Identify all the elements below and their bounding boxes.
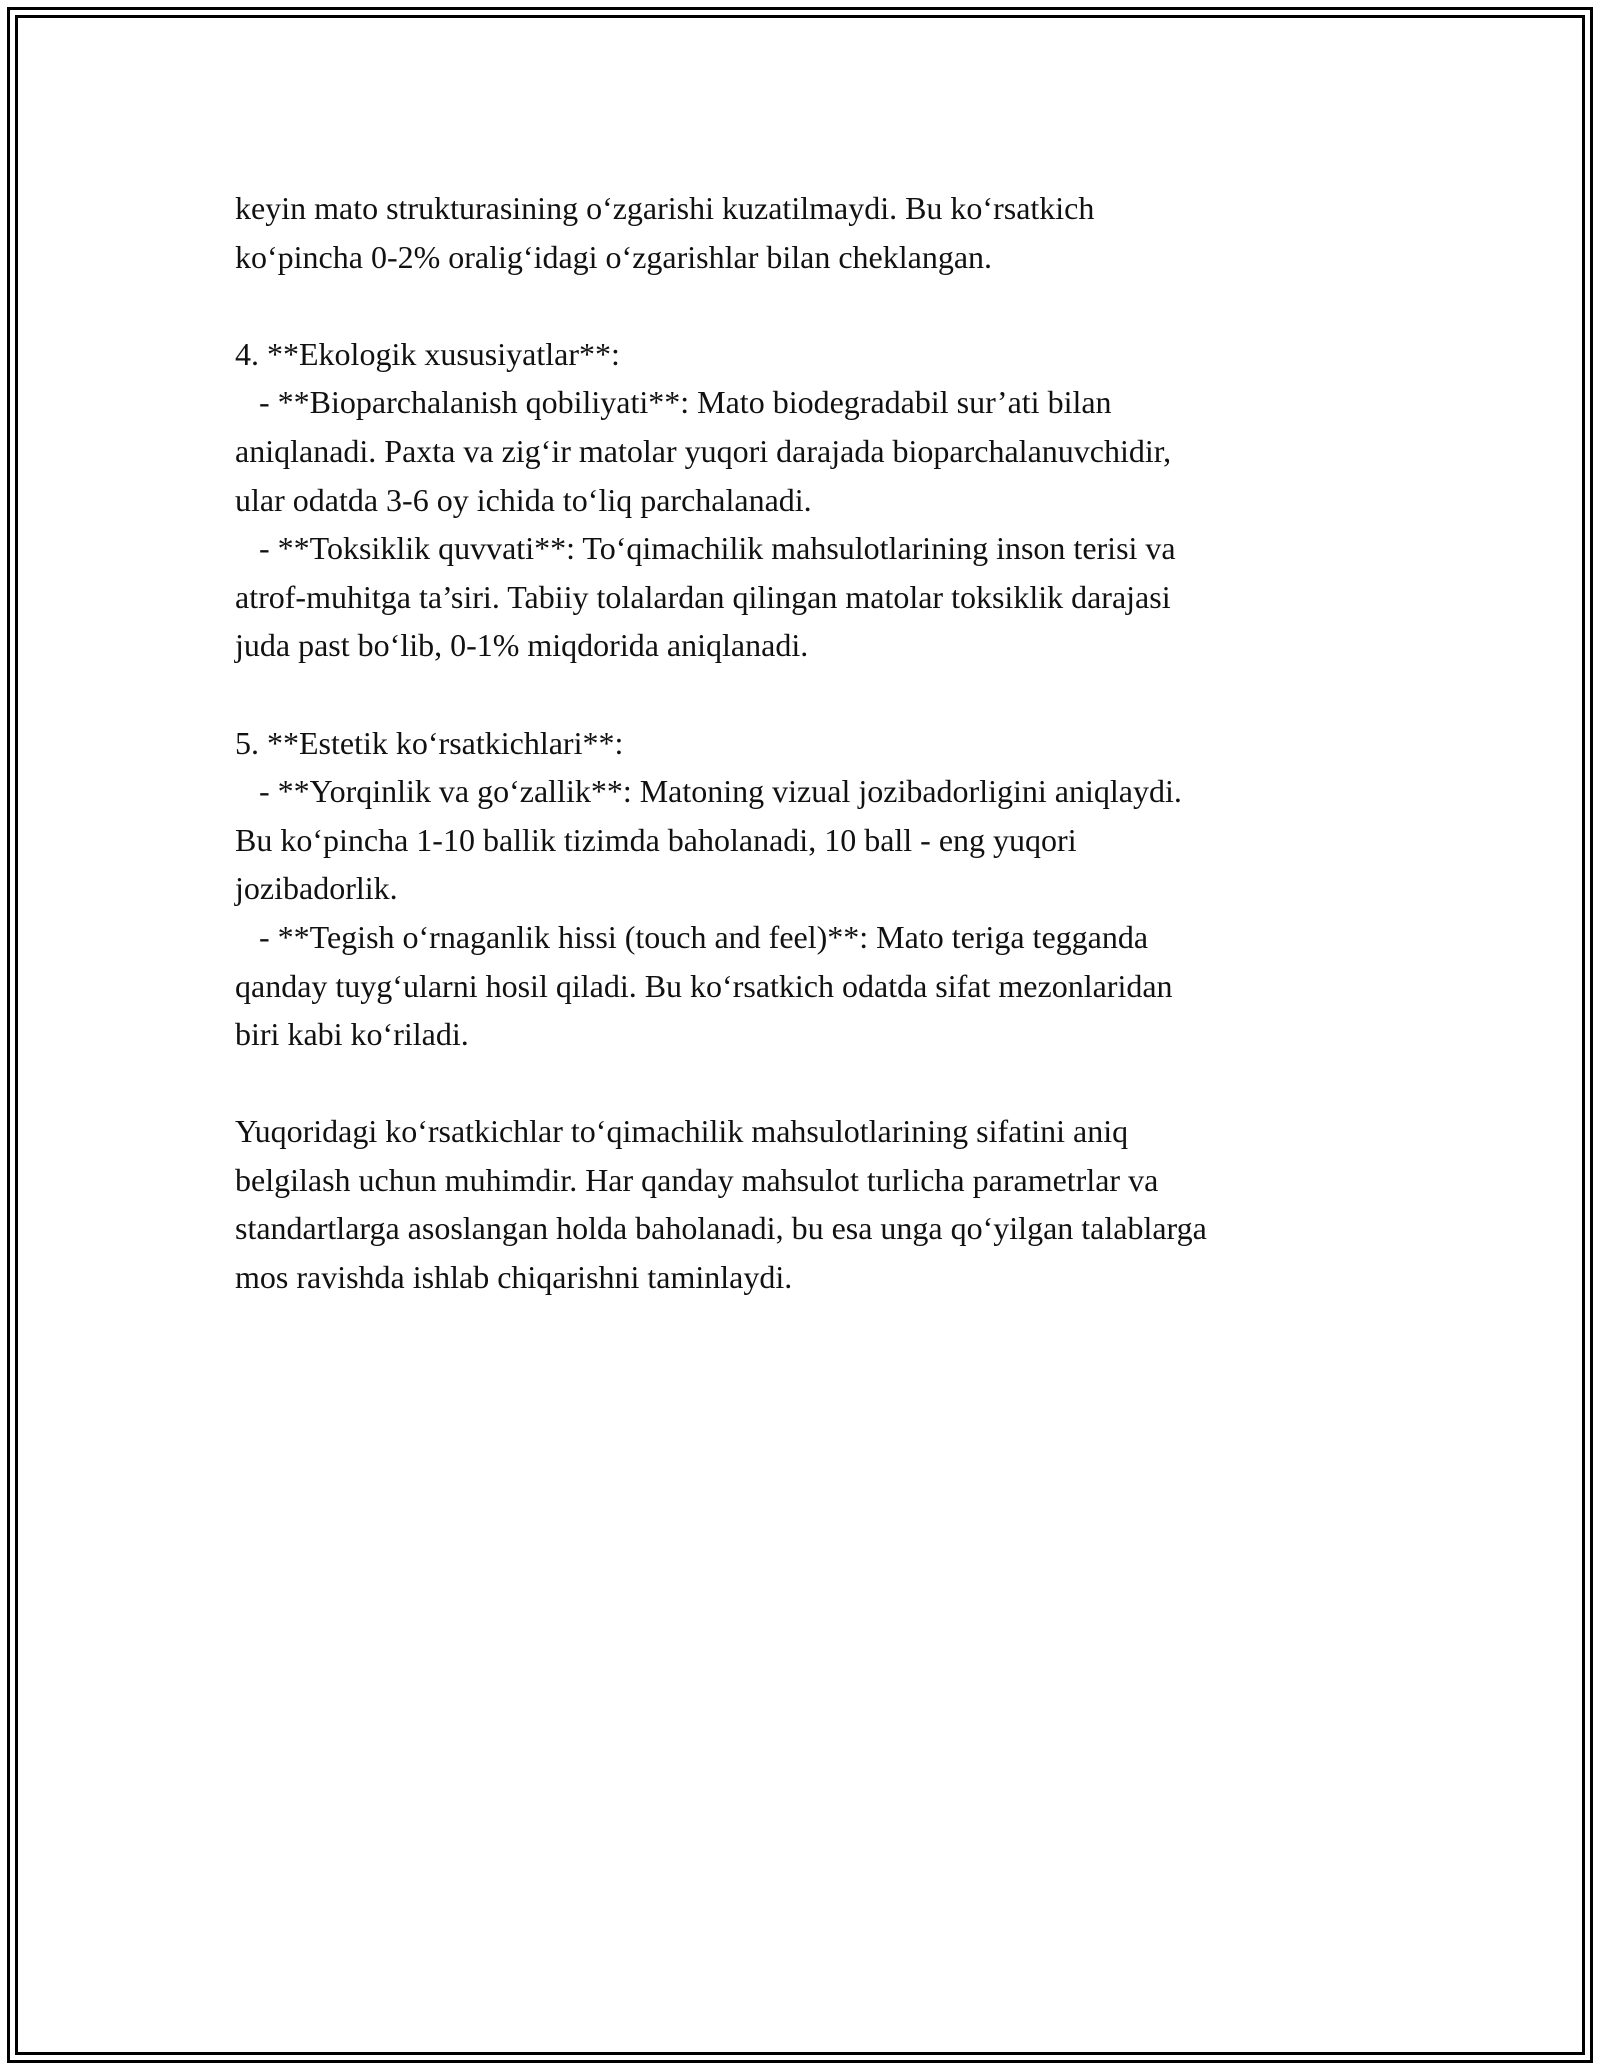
paragraph-gap bbox=[235, 670, 1365, 719]
text-line: - **Tegish o‘rnaganlik hissi (touch and feel)**: Mato teriga tegganda bbox=[235, 918, 1149, 955]
paragraph-gap bbox=[235, 1059, 1365, 1108]
list-item-toxicity bbox=[235, 524, 1365, 670]
section-ecological bbox=[235, 330, 1365, 670]
list-item-brightness bbox=[235, 767, 1365, 913]
text-line: - **Yorqinlik va go‘zallik**: Matoning vizual jozibadorligini aniqlaydi. bbox=[235, 773, 1182, 810]
text-line: keyin mato strukturasining o‘zgarishi kuzatilmaydi. Bu ko‘rsatkich bbox=[235, 190, 1095, 226]
text-line: atrof-muhitga ta’siri. Tabiiy tolalardan qilingan matolar toksiklik darajasi bbox=[235, 578, 1171, 615]
text-line: - **Toksiklik quvvati**: To‘qimachilik mahsulotlarining inson terisi va bbox=[235, 530, 1176, 567]
conclusion-paragraph bbox=[235, 1107, 1365, 1301]
text-line: juda past bo‘lib, 0-1% miqdorida aniqlanadi. bbox=[235, 627, 809, 664]
section-heading: 4. **Ekologik xususiyatlar**: bbox=[235, 335, 620, 372]
text-line: qanday tuyg‘ularni hosil qiladi. Bu ko‘rsatkich odatda sifat mezonlaridan bbox=[235, 967, 1173, 1004]
intro-paragraph bbox=[235, 184, 1365, 281]
list-item-touch-feel bbox=[235, 913, 1365, 1059]
text-line: ular odatda 3-6 oy ichida to‘liq parchalanadi. bbox=[235, 481, 812, 518]
text-line: Bu ko‘pincha 1-10 ballik tizimda baholanadi, 10 ball - eng yuqori bbox=[235, 821, 1077, 858]
paragraph-gap bbox=[235, 281, 1365, 330]
text-line: biri kabi ko‘riladi. bbox=[235, 1016, 469, 1053]
text-line: Yuqoridagi ko‘rsatkichlar to‘qimachilik mahsulotlarining sifatini aniq bbox=[235, 1113, 1129, 1150]
section-heading: 5. **Estetik ko‘rsatkichlari**: bbox=[235, 724, 624, 761]
document-body bbox=[235, 184, 1365, 1302]
text-line: belgilash uchun muhimdir. Har qanday mahsulot turlicha parametrlar va bbox=[235, 1161, 1159, 1198]
text-line: jozibadorlik. bbox=[235, 870, 398, 907]
text-line: mos ravishda ishlab chiqarishni taminlaydi. bbox=[235, 1259, 793, 1296]
text-line: standartlarga asoslangan holda baholanadi, bu esa unga qo‘yilgan talablarga bbox=[235, 1210, 1207, 1247]
text-line: - **Bioparchalanish qobiliyati**: Mato biodegradabil sur’ati bilan bbox=[235, 384, 1112, 421]
list-item-biodegradability bbox=[235, 378, 1365, 524]
section-aesthetic bbox=[235, 719, 1365, 1059]
text-line: aniqlanadi. Paxta va zig‘ir matolar yuqori darajada bioparchalanuvchidir, bbox=[235, 432, 1172, 469]
text-line: ko‘pincha 0-2% oralig‘idagi o‘zgarishlar bilan cheklangan. bbox=[235, 238, 993, 275]
